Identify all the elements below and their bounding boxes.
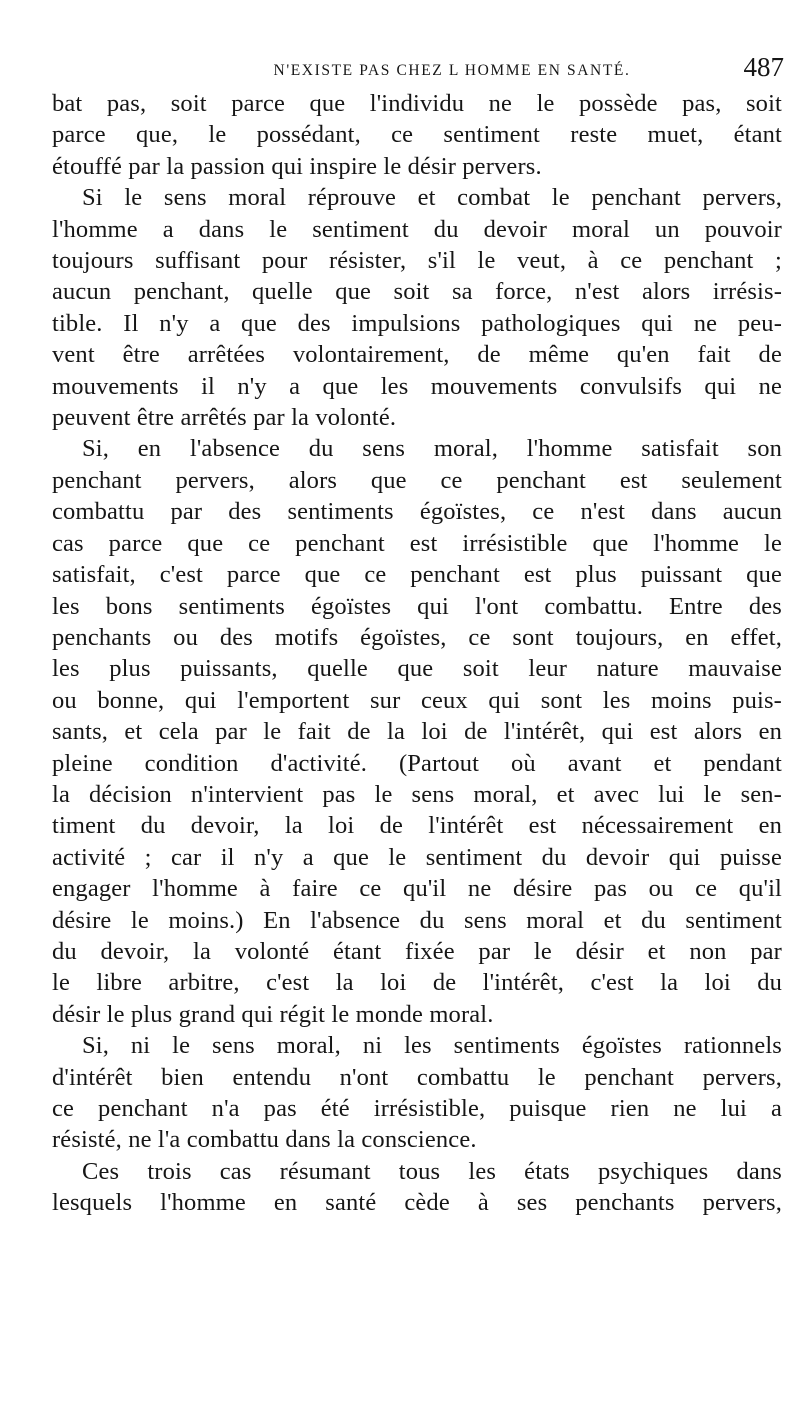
text-line: l'homme a dans le sentiment du devoir moral un pouvoir (52, 215, 782, 243)
text-line: Ces trois cas résumant tous les états psychiques dans (82, 1157, 782, 1185)
text-line: activité ; car il n'y a que le sentiment du devoir qui puisse (52, 843, 782, 871)
text-line: timent du devoir, la loi de l'intérêt est nécessairement en (52, 812, 782, 840)
text-line: la décision n'intervient pas le sens moral, et avec lui le sen- (52, 780, 782, 808)
text-line: penchants ou des motifs égoïstes, ce sont toujours, en effet, (52, 623, 782, 651)
text-line: ou bonne, qui l'emportent sur ceux qui sont les moins puis- (52, 686, 782, 714)
text-line: les bons sentiments égoïstes qui l'ont combattu. Entre des (52, 592, 782, 620)
body-text (52, 88, 782, 1219)
text-line: peuvent être arrêtés par la volonté. (52, 404, 397, 432)
text-line: parce que, le possédant, ce sentiment reste muet, étant (52, 121, 782, 149)
text-line: cas parce que ce penchant est irrésistible que l'homme le (52, 529, 782, 557)
text-line: combattu par des sentiments égoïstes, ce n'est dans aucun (52, 498, 782, 526)
text-line: vent être arrêtées volontairement, de même qu'en fait de (52, 341, 782, 369)
text-line: désire le moins.) En l'absence du sens moral et du sentiment (52, 906, 782, 934)
page-number: 487 (743, 52, 784, 82)
text-line: pleine condition d'activité. (Partout où avant et pendant (52, 749, 782, 777)
text-line: toujours suffisant pour résister, s'il le veut, à ce penchant ; (52, 247, 782, 275)
text-line: du devoir, la volonté étant fixée par le désir et non par (52, 937, 782, 965)
running-head (52, 50, 782, 86)
book-page (52, 50, 782, 1219)
text-line: mouvements il n'y a que les mouvements convulsifs qui ne (52, 372, 782, 400)
text-line: résisté, ne l'a combattu dans la conscience. (52, 1126, 477, 1154)
text-line: d'intérêt bien entendu n'ont combattu le penchant pervers, (52, 1063, 782, 1091)
text-line: lesquels l'homme en santé cède à ses penchants pervers, (52, 1189, 782, 1217)
text-line: Si le sens moral réprouve et combat le penchant pervers, (82, 184, 782, 212)
running-title: N'EXISTE PAS CHEZ L HOMME EN SANTÉ. (273, 62, 631, 79)
text-line: le libre arbitre, c'est la loi de l'intérêt, c'est la loi du (52, 969, 782, 997)
text-line: ce penchant n'a pas été irrésistible, puisque rien ne lui a (52, 1095, 782, 1122)
text-line: Si, ni le sens moral, ni les sentiments égoïstes rationnels (82, 1032, 782, 1060)
text-line: penchant pervers, alors que ce penchant est seulement (52, 466, 782, 494)
text-line: sants, et cela par le fait de la loi de l'intérêt, qui est alors en (52, 718, 782, 746)
text-line: étouffé par la passion qui inspire le désir pervers. (52, 152, 542, 180)
text-line: tible. Il n'y a que des impulsions pathologiques qui ne peu- (52, 309, 782, 337)
text-line: aucun penchant, quelle que soit sa force, n'est alors irrésis- (52, 278, 782, 306)
text-line: Si, en l'absence du sens moral, l'homme satisfait son (82, 435, 782, 463)
text-line: bat pas, soit parce que l'individu ne le possède pas, soit (52, 90, 782, 117)
text-line: engager l'homme à faire ce qu'il ne désire pas ou ce qu'il (52, 875, 782, 903)
text-line: satisfait, c'est parce que ce penchant est plus puissant que (52, 561, 782, 589)
text-line: les plus puissants, quelle que soit leur nature mauvaise (52, 655, 782, 683)
text-line: désir le plus grand qui régit le monde moral. (52, 1000, 494, 1028)
